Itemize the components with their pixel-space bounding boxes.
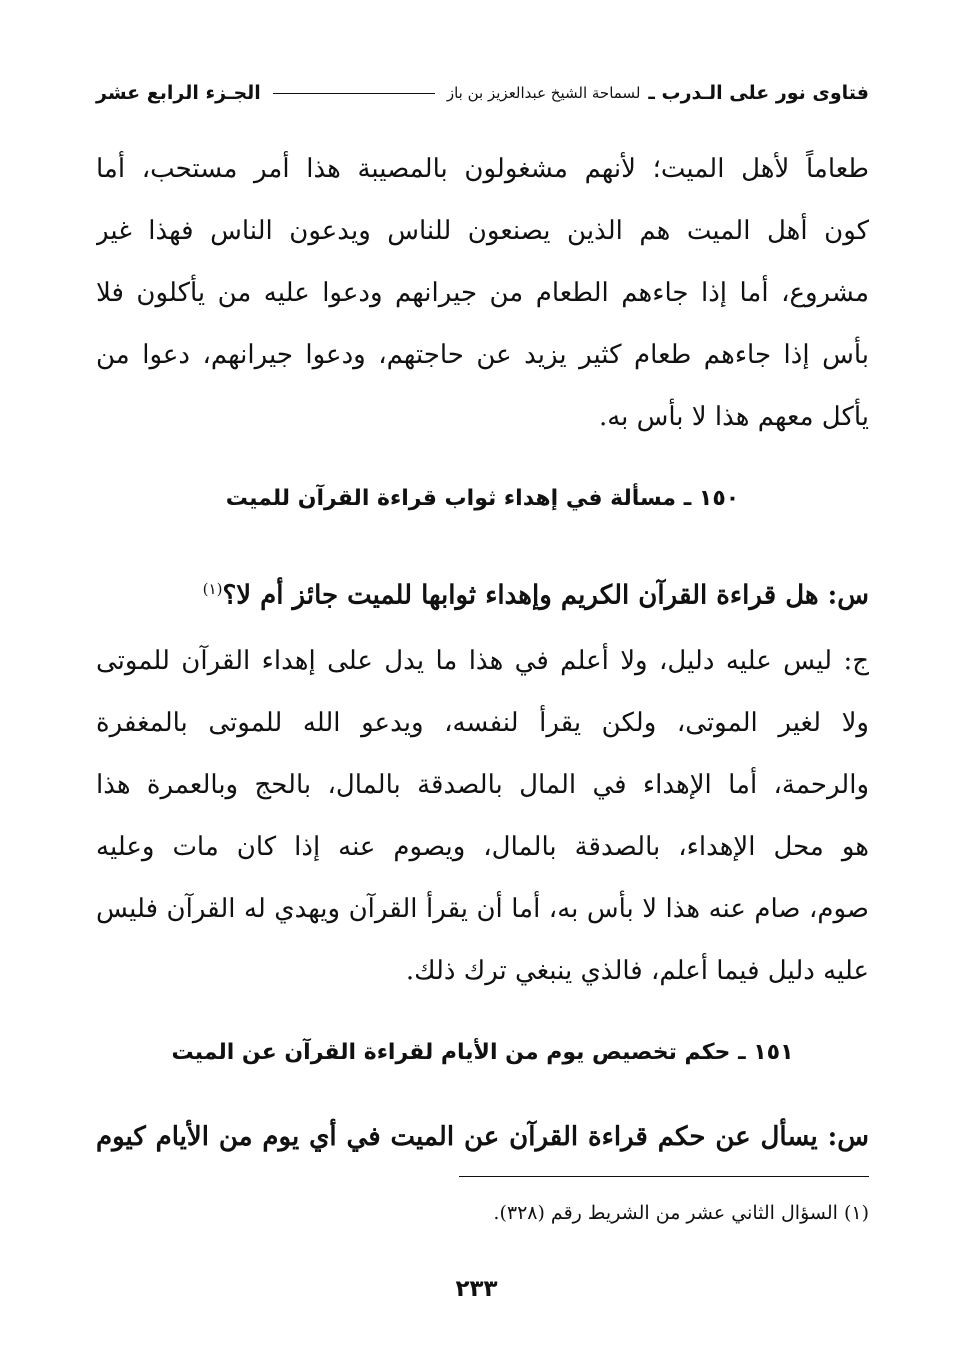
section-heading-151: ١٥١ ـ حكم تخصيص يوم من الأيام لقراءة القرآن عن الميت xyxy=(171,1040,794,1065)
author-name: لسماحة الشيخ عبدالعزيز بن باز xyxy=(446,84,641,102)
text-line: يأكل معهم هذا لا بأس به. xyxy=(598,402,869,432)
question-line: س: يسأل عن حكم قراءة القرآن عن الميت في أي يوم من الأيام كيوم xyxy=(96,1122,869,1152)
footnote: (١) السؤال الثاني عشر من الشريط رقم (٣٢٨). xyxy=(493,1202,869,1224)
text-line: صوم، صام عنه هذا لا بأس به، أما أن يقرأ القرآن ويهدي له القرآن فليس xyxy=(96,894,869,924)
text-line: طعاماً لأهل الميت؛ لأنهم مشغولون بالمصيبة هذا أمر مستحب، أما xyxy=(96,154,869,184)
page-number: ٢٣٣ xyxy=(455,1276,498,1302)
section-heading-150: ١٥٠ ـ مسألة في إهداء ثواب قراءة القرآن للميت xyxy=(225,486,740,511)
text-line: والرحمة، أما الإهداء في المال بالصدقة بالمال، بالحج وبالعمرة هذا xyxy=(96,770,869,800)
footnote-rule xyxy=(459,1176,869,1177)
text-line: عليه دليل فيما أعلم، فالذي ينبغي ترك ذلك. xyxy=(405,956,869,986)
intro-paragraph xyxy=(96,138,869,448)
running-header xyxy=(96,78,869,108)
question-line xyxy=(96,558,869,620)
answer-150 xyxy=(96,630,869,1002)
text-line: هو محل الإهداء، بالصدقة بالمال، ويصوم عنه إذا كان مات وعليه xyxy=(96,832,869,862)
text-line: بأس إذا جاءهم طعام كثير يزيد عن حاجتهم، ودعوا جيرانهم، دعوا من xyxy=(96,340,869,370)
text-line: مشروع، أما إذا جاءهم الطعام من جيرانهم ودعوا عليه من يأكلون فلا xyxy=(96,278,869,308)
footnote-reference: (١) xyxy=(202,580,223,598)
question-text: س: هل قراءة القرآن الكريم وإهداء ثوابها للميت جائز أم لا؟ xyxy=(222,580,869,611)
header-rule xyxy=(273,93,435,94)
book-title: فتاوى نور على الـدرب ـ xyxy=(648,82,869,104)
text-line: ج: ليس عليه دليل، ولا أعلم في هذا ما يدل على إهداء القرآن للموتى xyxy=(96,646,869,676)
text-line: ولا لغير الموتى، ولكن يقرأ لنفسه، ويدعو الله للموتى بالمغفرة xyxy=(96,708,869,738)
question-150 xyxy=(96,558,869,620)
volume-part: الجـزء الرابع عشر xyxy=(96,82,261,104)
text-line: كون أهل الميت هم الذين يصنعون للناس ويدعون الناس فهذا غير xyxy=(96,216,869,246)
question-151 xyxy=(96,1106,869,1168)
